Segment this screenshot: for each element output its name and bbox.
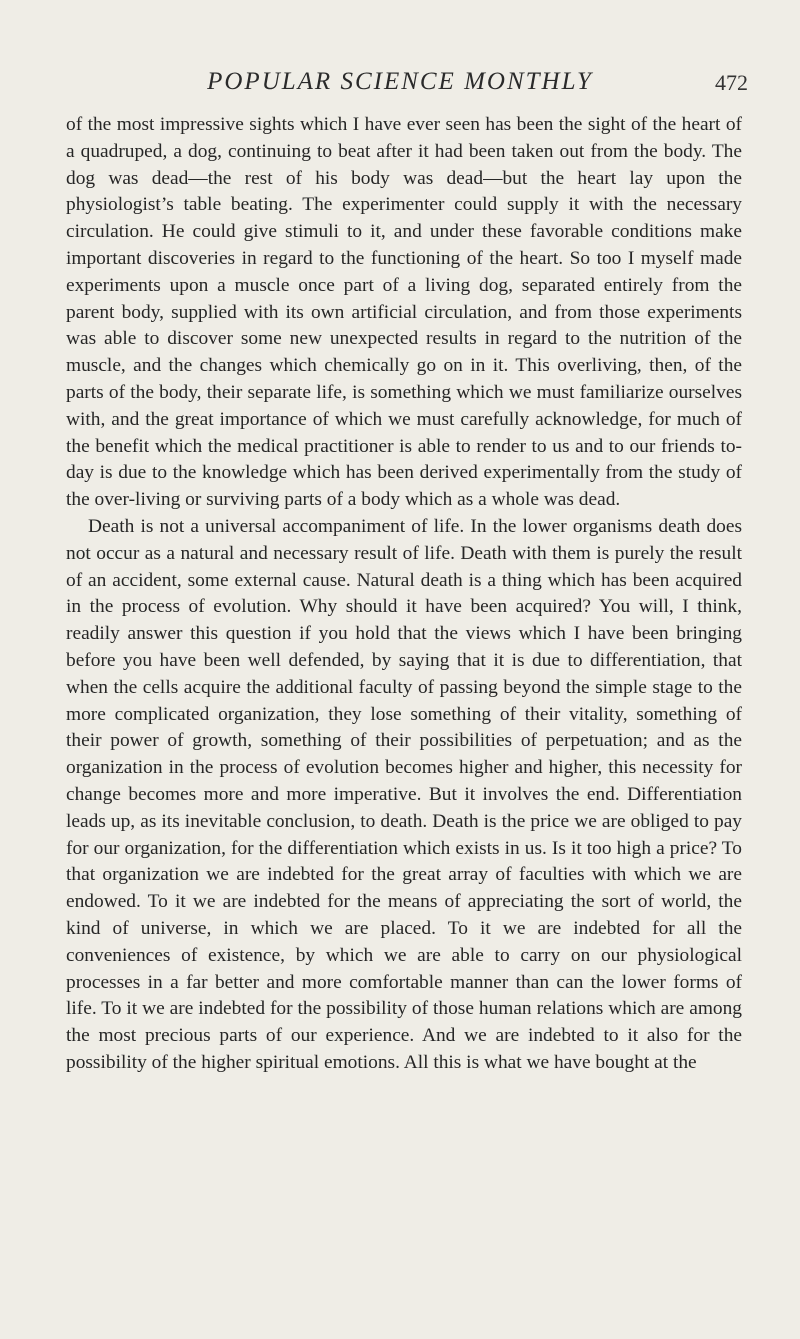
body-text (66, 112, 742, 1077)
paragraph-2: Death is not a universal accompaniment of life. In the lower organisms death does not occur as a natural and necessary result of life. Death with them is purely the result of an accident, some external cause. Natural death is a thing which has been acquired in the process of evolution. Why should it have been acquired? You will, I think, readily answer this question if you hold that the views which I have been bringing before you have been well defended, by saying that it is due to differentiation, that when the cells acquire the additional faculty of passing beyond the simple stage to the more complicated organization, they lose something of their vitality, something of their power of growth, something of their possibilities of perpetuation; and as the organization in the process of evolution becomes higher and higher, this necessity for change becomes more and more imperative. But it involves the end. Differentiation leads up, as its inevitable conclusion, to death. Death is the price we are obliged to pay for our organization, for the differentiation which exists in us. Is it too high a price? To that organization we are indebted for the great array of faculties with which we are endowed. To it we are indebted for the means of appreciating the sort of world, the kind of universe, in which we are placed. To it we are indebted for all the conveniences of existence, by which we are able to carry on our physiological processes in a far better and more comfortable manner than can the lower forms of life. To it we are indebted for the possibility of those human relations which are among the most precious parts of our experience. And we are indebted to it also for the possibility of the higher spiritual emotions. All this is what we have bought at the (66, 515, 742, 1073)
page-number: 472 (715, 70, 748, 95)
paragraph-1: of the most impressive sights which I have ever seen has been the sight of the heart of a quadruped, a dog, continuing to beat after it had been taken out from the body. The dog was dead—the rest of his body was dead—but the heart lay upon the physiologist’s table beating. The experimenter could supply it with the necessary circulation. He could give stimuli to it, and under these favorable conditions make important discoveries in regard to the functioning of the heart. So too I myself made experiments upon a muscle once part of a living dog, separated entirely from the parent body, supplied with its own artificial circulation, and from those experiments was able to discover some new unexpected results in regard to the nutrition of the muscle, and the changes which chemically go on in it. This overliving, then, of the parts of the body, their separate life, is something which we must familiarize ourselves with, and the great importance of which we must carefully acknowledge, for much of the benefit which the medical practitioner is able to render to us and to our friends to-day is due to the knowledge which has been derived experimentally from the study of the over-living or surviving parts of a body which as a whole was dead. (66, 114, 742, 511)
running-title: POPULAR SCIENCE MONTHLY (207, 68, 593, 95)
page-header (0, 68, 800, 98)
